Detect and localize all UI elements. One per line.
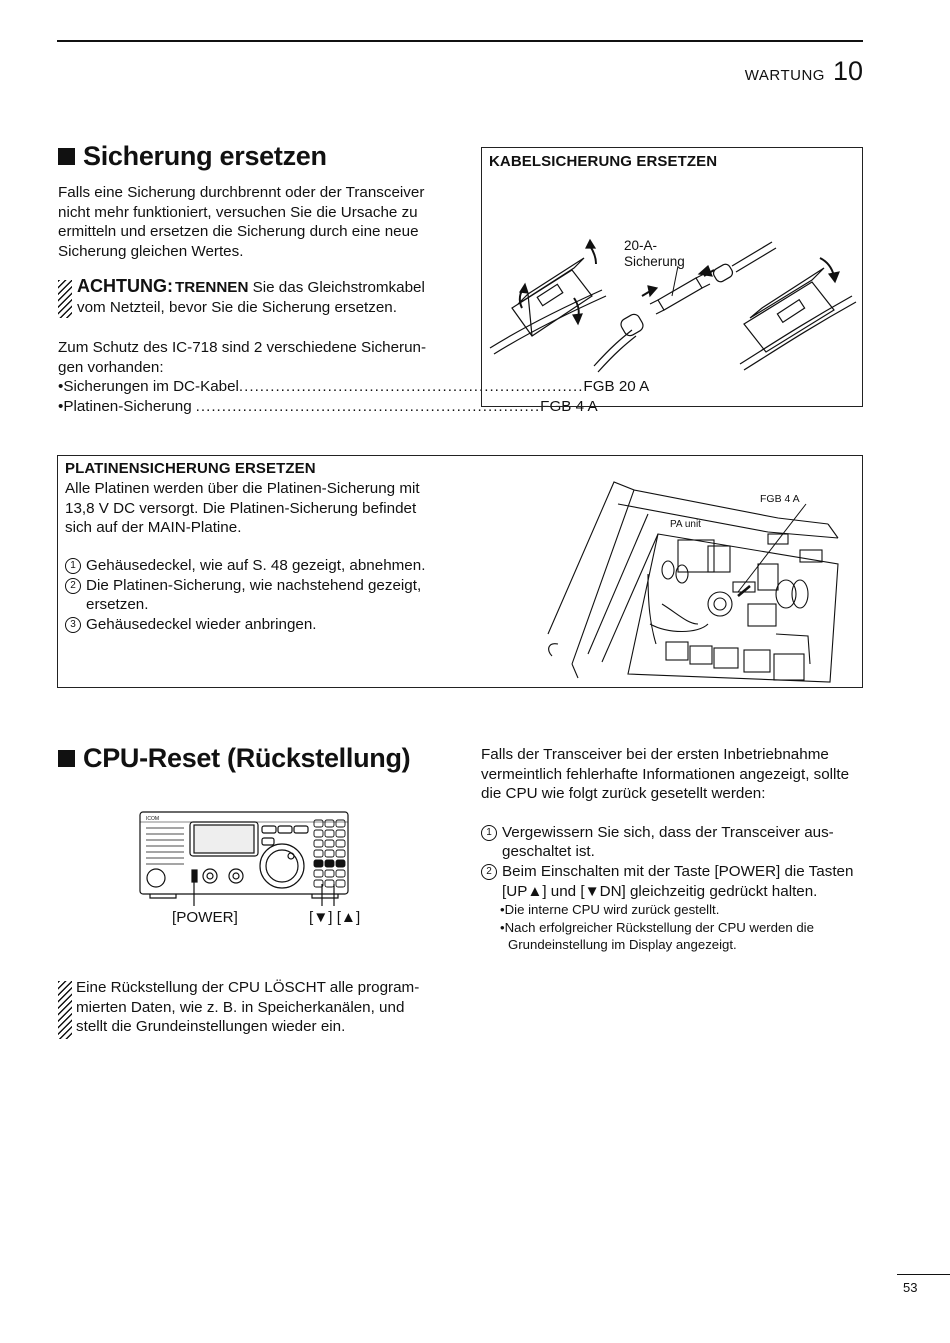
cpu-heading-text: CPU-Reset (Rückstellung) (83, 743, 411, 773)
cpu-intro-line: Falls der Transceiver bei der ersten Inbetriebnahme (481, 746, 829, 763)
step-number: 3 (65, 617, 81, 633)
bullet-text: Die interne CPU wird zurück gestellt. (504, 902, 720, 918)
warning-hatch-icon (58, 981, 72, 1039)
fuse-intro (58, 183, 443, 261)
step-text: geschaltet ist. (502, 843, 595, 861)
fuse-intro-line: ermitteln und ersetzen die Sicherung durch eine neue (58, 223, 419, 241)
caution-text: Sie das Gleichstromkabel (248, 279, 425, 296)
heading-square-icon (58, 750, 75, 767)
protection-text: gen vorhanden: (58, 358, 164, 376)
step-text: Gehäusedeckel wieder anbringen. (86, 615, 317, 633)
page-number: 53 (903, 1280, 918, 1295)
cable-fuse-illustration (482, 178, 862, 406)
fuse-name: Platinen-Sicherung (63, 397, 192, 415)
leader-dots: .................................................................. (195, 397, 541, 415)
fuse-callout-label: FGB 4 A (760, 493, 800, 505)
board-step (65, 556, 455, 576)
step-number: 2 (65, 578, 81, 594)
cpu-instructions (481, 745, 864, 954)
cpu-intro-line: vermeintlich fehlerhafte Informationen angezeigt, sollte (481, 765, 850, 783)
step-text-group (502, 823, 834, 862)
board-text-line: Alle Platinen werden über die Platinen-Sicherung mit (65, 480, 420, 497)
fuse-list (58, 338, 650, 416)
board-step (65, 615, 455, 635)
cpu-step (481, 862, 864, 901)
leader-dots: .................................................................. (238, 378, 584, 396)
step-text-group (86, 576, 421, 615)
fuse-section-heading (58, 141, 327, 172)
board-steps (65, 556, 455, 634)
cpu-section-heading (58, 743, 410, 774)
step-number: 2 (481, 864, 497, 880)
step-number: 1 (481, 825, 497, 841)
cpu-result-bullets (500, 901, 864, 954)
brand-logo: ICOM (146, 816, 160, 822)
fuse-heading-text: Sicherung ersetzen (83, 141, 327, 171)
step-text: Die Platinen-Sicherung, wie nachstehend gezeigt, (86, 576, 422, 594)
pa-unit-label: PA unit (670, 519, 701, 530)
warning-line: stellt die Grundeinstellungen wieder ein. (76, 1018, 346, 1036)
step-text: Gehäusedeckel, wie auf S. 48 gezeigt, abnehmen. (86, 557, 426, 574)
fuse-list-item: • Platinen-Sicherung .................................................................. FGB 4 A (58, 397, 598, 415)
chapter-label: WARTUNG (744, 67, 825, 84)
cable-fuse-box (481, 147, 863, 407)
bullet-item: •Die interne CPU wird zurück gestellt. (500, 902, 720, 918)
board-step (65, 576, 455, 615)
bullet-item: •Nach erfolgreicher Rückstellung der CPU werden die (500, 919, 814, 935)
board-text-line: 13,8 V DC versorgt. Die Platinen-Sicherung befindet (65, 499, 417, 517)
step-text: Beim Einschalten mit der Taste [POWER] die Tasten (502, 862, 854, 880)
cpu-intro-line: die CPU wie folgt zurück gesetellt werden: (481, 785, 766, 803)
fuse-name: Sicherungen im DC-Kabel (63, 378, 239, 396)
power-key-label: [POWER] (172, 909, 238, 926)
board-box-title: PLATINENSICHERUNG ERSETZEN (65, 460, 316, 477)
caution-hatch-icon (58, 280, 72, 318)
cable-callout-line1: 20-A- (624, 238, 658, 253)
chapter-number: 10 (832, 56, 863, 86)
warning-line: Eine Rückstellung der CPU LÖSCHT alle program- (76, 979, 420, 996)
step-text: Vergewissern Sie sich, dass der Transceiver aus- (502, 823, 834, 841)
caution-keyword: TRENNEN (175, 279, 249, 296)
board-fuse-box (57, 455, 863, 688)
fuse-value: FGB 20 A (583, 378, 650, 396)
bullet-text: Grundeinstellung im Display angezeigt. (508, 937, 737, 953)
fuse-value: FGB 4 A (540, 397, 598, 415)
fuse-list-item: • Sicherungen im DC-Kabel .................................................................. FGB 20 A (58, 378, 650, 396)
board-text (65, 479, 450, 538)
caution-note (58, 277, 443, 321)
step-number: 1 (65, 558, 81, 574)
protection-text: Zum Schutz des IC-718 sind 2 verschiedene Sicherun- (58, 339, 427, 356)
step-text: [UP▲] und [▼DN] gleichzeitig gedrückt halten. (502, 882, 818, 900)
footer-rule (897, 1274, 950, 1275)
caution-text-line2: vom Netzteil, bevor Sie die Sicherung ersetzen. (77, 298, 397, 316)
step-text-group (502, 862, 853, 901)
fuse-intro-line: Falls eine Sicherung durchbrennt oder der Transceiver (58, 184, 425, 201)
fuse-intro-line: nicht mehr funktioniert, versuchen Sie die Ursache zu (58, 203, 418, 221)
chapter-header (745, 56, 863, 87)
header-rule (57, 40, 863, 42)
cpu-warning-note (58, 978, 443, 1040)
cable-box-title: KABELSICHERUNG ERSETZEN (489, 153, 718, 170)
step-text: ersetzen. (86, 596, 149, 614)
warning-line: mierten Daten, wie z. B. in Speicherkanälen, und (76, 998, 405, 1016)
arrow-keys-label: [▼] [▲] (309, 909, 361, 926)
heading-square-icon (58, 148, 75, 165)
fuse-intro-line: Sicherung gleichen Wertes. (58, 242, 244, 260)
bullet-text: Nach erfolgreicher Rückstellung der CPU werden die (504, 919, 814, 935)
caution-label: ACHTUNG: (77, 276, 173, 296)
board-illustration (538, 474, 862, 686)
cpu-step (481, 823, 864, 862)
board-text-line: sich auf der MAIN-Platine. (65, 519, 242, 537)
cable-callout-line2: Sicherung (624, 254, 685, 269)
